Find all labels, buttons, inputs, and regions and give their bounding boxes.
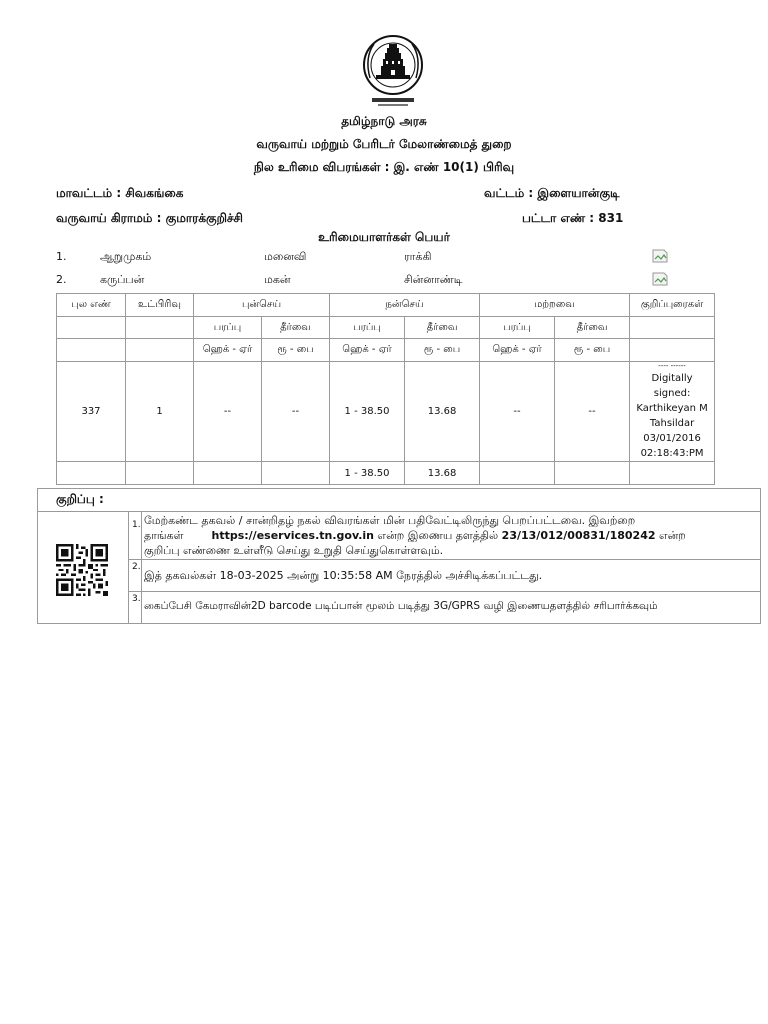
divider bbox=[37, 511, 761, 512]
owner-1-number: 1. bbox=[56, 250, 67, 263]
subdivision-cell: 1 bbox=[126, 362, 194, 462]
owner-2-relative: சின்னாண்டி bbox=[404, 273, 463, 286]
note-2-number: 2. bbox=[132, 562, 141, 572]
unit-cell: ஹெக் - ஏர் bbox=[194, 339, 262, 362]
note-1-text: மேற்கண்ட தகவல் / சான்றிதழ் நகல் விவரங்கள் மின் பதிவேட்டிலிருந்து பெறப்பட்டவை. இவற்றை தாங்கள் https://eservices.tn.gov.in என்ற இணைய தளத்தில் 23/13/012/00831/180242 என்ற குறிப்பு எண்ணை உள்ளீடு செய்து உறுதி செய்துகொள்ளவும். bbox=[144, 514, 686, 557]
note-2-text: இத் தகவல்கள் 18-03-2025 அன்று 10:35:58 AM நேரத்தில் அச்சிடிக்கப்பட்டது. bbox=[144, 569, 543, 582]
nanjai-tax-cell: 13.68 bbox=[405, 362, 480, 462]
qr-code-icon bbox=[56, 544, 108, 596]
signature-label: Digitally signed: bbox=[651, 373, 693, 399]
unit-cell: ரூ - பை bbox=[405, 339, 480, 362]
sub-header: தீர்வை bbox=[262, 317, 330, 339]
others-header: மற்றவை bbox=[480, 294, 630, 317]
signature-time: 02:18:43:PM bbox=[640, 448, 704, 459]
divider bbox=[128, 511, 129, 624]
signature-date: 03/01/2016 bbox=[643, 433, 701, 444]
unit-cell: ஹெக் - ஏர் bbox=[330, 339, 405, 362]
unit-cell: ரூ - பை bbox=[262, 339, 330, 362]
owner-1-name: ஆறுமுகம் bbox=[100, 250, 152, 263]
government-name: தமிழ்நாடு அரசு bbox=[341, 114, 427, 128]
table-header-row bbox=[57, 294, 715, 317]
signer-designation: Tahsildar bbox=[649, 418, 695, 429]
nanjai-header: நன்செய் bbox=[330, 294, 480, 317]
notes-title: குறிப்பு : bbox=[56, 492, 104, 506]
table-subheader-row bbox=[57, 317, 715, 339]
punjai-tax-cell: -- bbox=[262, 362, 330, 462]
survey-number-cell: 337 bbox=[57, 362, 126, 462]
taluk-field: வட்டம் : இளையான்குடி bbox=[484, 186, 620, 200]
broken-image-icon bbox=[652, 272, 668, 286]
broken-image-icon bbox=[652, 249, 668, 263]
department-name: வருவாய் மற்றும் பேரிடர் மேலாண்மைத் துறை bbox=[256, 137, 512, 151]
eservices-link[interactable]: https://eservices.tn.gov.in bbox=[211, 529, 374, 542]
unit-cell: ஹெக் - ஏர் bbox=[480, 339, 555, 362]
note-1-number: 1. bbox=[132, 520, 141, 530]
district-field: மாவட்டம் : சிவகங்கை bbox=[56, 186, 184, 200]
note-3-text: கைப்பேசி கேமராவின்2D barcode படிப்பான் மூலம் படித்து 3G/GPRS வழி இணையதளத்தில் சரிபார்க்கவும் bbox=[144, 600, 658, 612]
document-title: நில உரிமை விபரங்கள் : இ. எண் 10(1) பிரிவு bbox=[253, 160, 515, 174]
unit-cell: ரூ - பை bbox=[555, 339, 630, 362]
tamil-nadu-emblem-icon bbox=[362, 34, 424, 110]
land-details-table bbox=[56, 293, 715, 485]
owner-1-relation: மனைவி bbox=[264, 250, 307, 263]
divider bbox=[128, 591, 761, 592]
patta-field: பட்டா எண் : 831 bbox=[522, 211, 624, 225]
sub-header: பரப்பு bbox=[194, 317, 262, 339]
sub-header: தீர்வை bbox=[405, 317, 480, 339]
village-field: வருவாய் கிராமம் : குமாரக்குறிச்சி bbox=[56, 211, 243, 225]
punjai-header: புன்செய் bbox=[194, 294, 330, 317]
divider bbox=[141, 511, 142, 624]
sub-header: பரப்பு bbox=[330, 317, 405, 339]
others-area-cell: -- bbox=[480, 362, 555, 462]
digital-signature-cell bbox=[630, 362, 715, 462]
owner-2-number: 2. bbox=[56, 273, 67, 286]
nanjai-area-cell: 1 - 38.50 bbox=[330, 362, 405, 462]
total-nanjai-tax: 13.68 bbox=[405, 462, 480, 485]
owner-2-name: கருப்பன் bbox=[100, 273, 145, 286]
table-units-row bbox=[57, 339, 715, 362]
subdivision-header: உட்பிரிவு bbox=[126, 294, 194, 317]
owner-1-relative: ராக்கி bbox=[404, 250, 432, 263]
total-nanjai-area: 1 - 38.50 bbox=[330, 462, 405, 485]
punjai-area-cell: -- bbox=[194, 362, 262, 462]
signer-name: Karthikeyan M bbox=[636, 403, 708, 414]
remarks-header: குறிப்புரைகள் bbox=[630, 294, 715, 317]
reference-number: 23/13/012/00831/180242 bbox=[501, 529, 656, 542]
others-tax-cell: -- bbox=[555, 362, 630, 462]
sub-header: தீர்வை bbox=[555, 317, 630, 339]
table-total-row bbox=[57, 462, 715, 485]
sub-header: பரப்பு bbox=[480, 317, 555, 339]
note-3-number: 3. bbox=[132, 594, 141, 604]
signature-dashes: ---- ------ bbox=[658, 362, 686, 370]
survey-number-header: புல எண் bbox=[57, 294, 126, 317]
owner-2-relation: மகன் bbox=[264, 273, 291, 286]
table-row bbox=[57, 362, 715, 462]
divider bbox=[128, 559, 761, 560]
owners-heading: உரிமையாளர்கள் பெயர் bbox=[318, 230, 450, 244]
